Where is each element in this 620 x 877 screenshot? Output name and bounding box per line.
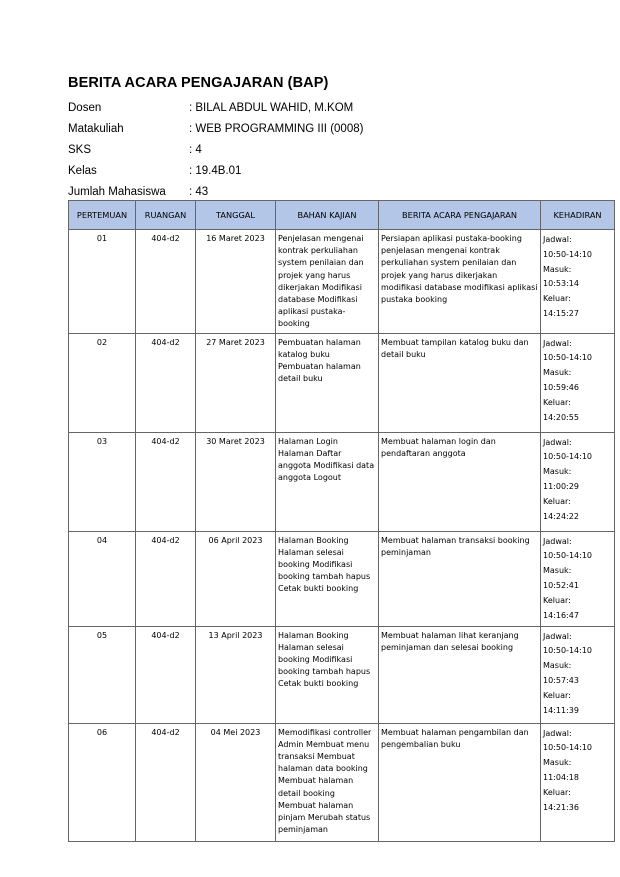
- cell-ruangan: 404-d2: [136, 723, 196, 841]
- cell-berita-acara: Membuat halaman login dan pendaftaran anggota: [379, 432, 541, 531]
- meta-label: SKS: [68, 143, 92, 156]
- kehadiran-line: Jadwal:: [543, 728, 572, 738]
- cell-tanggal: 16 Maret 2023: [196, 230, 276, 334]
- table-row: [69, 432, 615, 531]
- document-title: BERITA ACARA PENGAJARAN (BAP): [68, 75, 329, 91]
- cell-pertemuan: 01: [69, 230, 136, 334]
- cell-pertemuan: 03: [69, 432, 136, 531]
- kehadiran-line: 11:00:29: [543, 482, 579, 492]
- kehadiran-line: 14:11:39: [543, 705, 579, 715]
- kehadiran-line: 14:24:22: [543, 511, 579, 521]
- kehadiran-line: 10:53:14: [543, 279, 579, 289]
- table-header-row: [69, 201, 615, 230]
- cell-bahan-kajian: Halaman Login Halaman Daftar anggota Modifikasi data anggota Logout: [276, 432, 379, 531]
- kehadiran-line: 10:52:41: [543, 581, 579, 591]
- kehadiran-line: 14:15:27: [543, 308, 579, 318]
- header-bahan-kajian: BAHAN KAJIAN: [276, 201, 379, 230]
- cell-bahan-kajian: Halaman Booking Halaman selesai booking Modifikasi booking tambah hapus Cetak bukti booking: [276, 531, 379, 626]
- kehadiran-line: 10:50-14:10: [543, 452, 592, 462]
- meta-value: : BILAL ABDUL WAHID, M.KOM: [189, 101, 354, 114]
- cell-kehadiran: [541, 432, 615, 531]
- kehadiran-line: 14:20:55: [543, 412, 579, 422]
- meta-value: : 43: [189, 185, 209, 198]
- table-row: [69, 333, 615, 432]
- table-row: [69, 626, 615, 723]
- cell-tanggal: 13 April 2023: [196, 626, 276, 723]
- cell-ruangan: 404-d2: [136, 626, 196, 723]
- cell-pertemuan: 02: [69, 333, 136, 432]
- cell-berita-acara: Persiapan aplikasi pustaka-booking penjelasan mengenai kontrak perkuliahan system penilaian dan projek yang harus dikerjakan modifikasi database modifikasi aplikasi pustaka booking: [379, 230, 541, 334]
- kehadiran-line: Jadwal:: [543, 338, 572, 348]
- kehadiran-line: Keluar:: [543, 496, 571, 506]
- meta-row-sks: [68, 139, 608, 160]
- kehadiran-line: Masuk:: [543, 758, 572, 768]
- kehadiran-line: 10:57:43: [543, 676, 579, 686]
- kehadiran-line: 10:50-14:10: [543, 249, 592, 259]
- kehadiran-line: Keluar:: [543, 690, 571, 700]
- kehadiran-line: Keluar:: [543, 397, 571, 407]
- kehadiran-line: Keluar:: [543, 294, 571, 304]
- meta-row-matakuliah: [68, 118, 608, 139]
- kehadiran-line: 14:21:36: [543, 802, 579, 812]
- cell-ruangan: 404-d2: [136, 531, 196, 626]
- cell-berita-acara: Membuat halaman lihat keranjang peminjaman dan selesai booking: [379, 626, 541, 723]
- header-ruangan: RUANGAN: [136, 201, 196, 230]
- kehadiran-line: Jadwal:: [543, 536, 572, 546]
- bap-table: [68, 200, 615, 842]
- kehadiran-line: 11:04:18: [543, 773, 579, 783]
- kehadiran-line: Masuk:: [543, 467, 572, 477]
- kehadiran-line: Masuk:: [543, 566, 572, 576]
- kehadiran-line: Jadwal:: [543, 235, 572, 244]
- table-row: [69, 723, 615, 841]
- cell-tanggal: 27 Maret 2023: [196, 333, 276, 432]
- cell-pertemuan: 04: [69, 531, 136, 626]
- kehadiran-line: Jadwal:: [543, 631, 572, 641]
- header-tanggal: TANGGAL: [196, 201, 276, 230]
- kehadiran-line: Keluar:: [543, 787, 571, 797]
- kehadiran-line: 10:59:46: [543, 383, 579, 393]
- header-pertemuan: PERTEMUAN: [69, 201, 136, 230]
- header-berita-acara: BERITA ACARA PENGAJARAN: [379, 201, 541, 230]
- meta-value: : 19.4B.01: [189, 164, 242, 177]
- kehadiran-line: Masuk:: [543, 661, 572, 671]
- cell-bahan-kajian: Pembuatan halaman katalog buku Pembuatan halaman detail buku: [276, 333, 379, 432]
- meta-label: Kelas: [68, 164, 97, 177]
- cell-tanggal: 06 April 2023: [196, 531, 276, 626]
- cell-pertemuan: 05: [69, 626, 136, 723]
- cell-bahan-kajian: Penjelasan mengenai kontrak perkuliahan system penilaian dan projek yang harus dikerjakan Modifikasi database Modifikasi aplikasi pustaka-booking: [276, 230, 379, 334]
- cell-berita-acara: Membuat halaman transaksi booking peminjaman: [379, 531, 541, 626]
- kehadiran-line: 10:50-14:10: [543, 646, 592, 656]
- meta-row-jumlah-mahasiswa: [68, 181, 608, 202]
- kehadiran-line: 10:50-14:10: [543, 353, 592, 363]
- cell-kehadiran: [541, 626, 615, 723]
- kehadiran-line: 14:16:47: [543, 610, 579, 620]
- cell-berita-acara: Membuat tampilan katalog buku dan detail buku: [379, 333, 541, 432]
- kehadiran-line: 10:50-14:10: [543, 743, 592, 753]
- cell-ruangan: 404-d2: [136, 333, 196, 432]
- meta-value: : 4: [189, 143, 202, 156]
- kehadiran-line: Masuk:: [543, 368, 572, 378]
- cell-bahan-kajian: Memodifikasi controller Admin Membuat menu transaksi Membuat halaman data booking Membuat halaman detail booking Membuat halaman pinjam Merubah status peminjaman: [276, 723, 379, 841]
- cell-tanggal: 04 Mei 2023: [196, 723, 276, 841]
- kehadiran-line: 10:50-14:10: [543, 551, 592, 561]
- table-row: [69, 531, 615, 626]
- meta-row-kelas: [68, 160, 608, 181]
- kehadiran-line: Keluar:: [543, 595, 571, 605]
- cell-bahan-kajian: Halaman Booking Halaman selesai booking Modifikasi booking tambah hapus Cetak bukti booking: [276, 626, 379, 723]
- meta-info: [68, 97, 608, 202]
- meta-row-dosen: [68, 97, 608, 118]
- meta-label: Jumlah Mahasiswa: [68, 185, 166, 198]
- cell-kehadiran: [541, 531, 615, 626]
- meta-value: : WEB PROGRAMMING III (0008): [189, 122, 364, 135]
- meta-label: Matakuliah: [68, 122, 124, 135]
- kehadiran-line: Masuk:: [543, 264, 572, 274]
- header-kehadiran: KEHADIRAN: [541, 201, 615, 230]
- cell-pertemuan: 06: [69, 723, 136, 841]
- cell-ruangan: 404-d2: [136, 432, 196, 531]
- cell-kehadiran: [541, 723, 615, 841]
- cell-tanggal: 30 Maret 2023: [196, 432, 276, 531]
- meta-label: Dosen: [68, 101, 102, 114]
- cell-kehadiran: [541, 333, 615, 432]
- cell-kehadiran: [541, 230, 615, 334]
- cell-berita-acara: Membuat halaman pengambilan dan pengembalian buku: [379, 723, 541, 841]
- cell-ruangan: 404-d2: [136, 230, 196, 334]
- kehadiran-line: Jadwal:: [543, 437, 572, 447]
- table-row: [69, 230, 615, 334]
